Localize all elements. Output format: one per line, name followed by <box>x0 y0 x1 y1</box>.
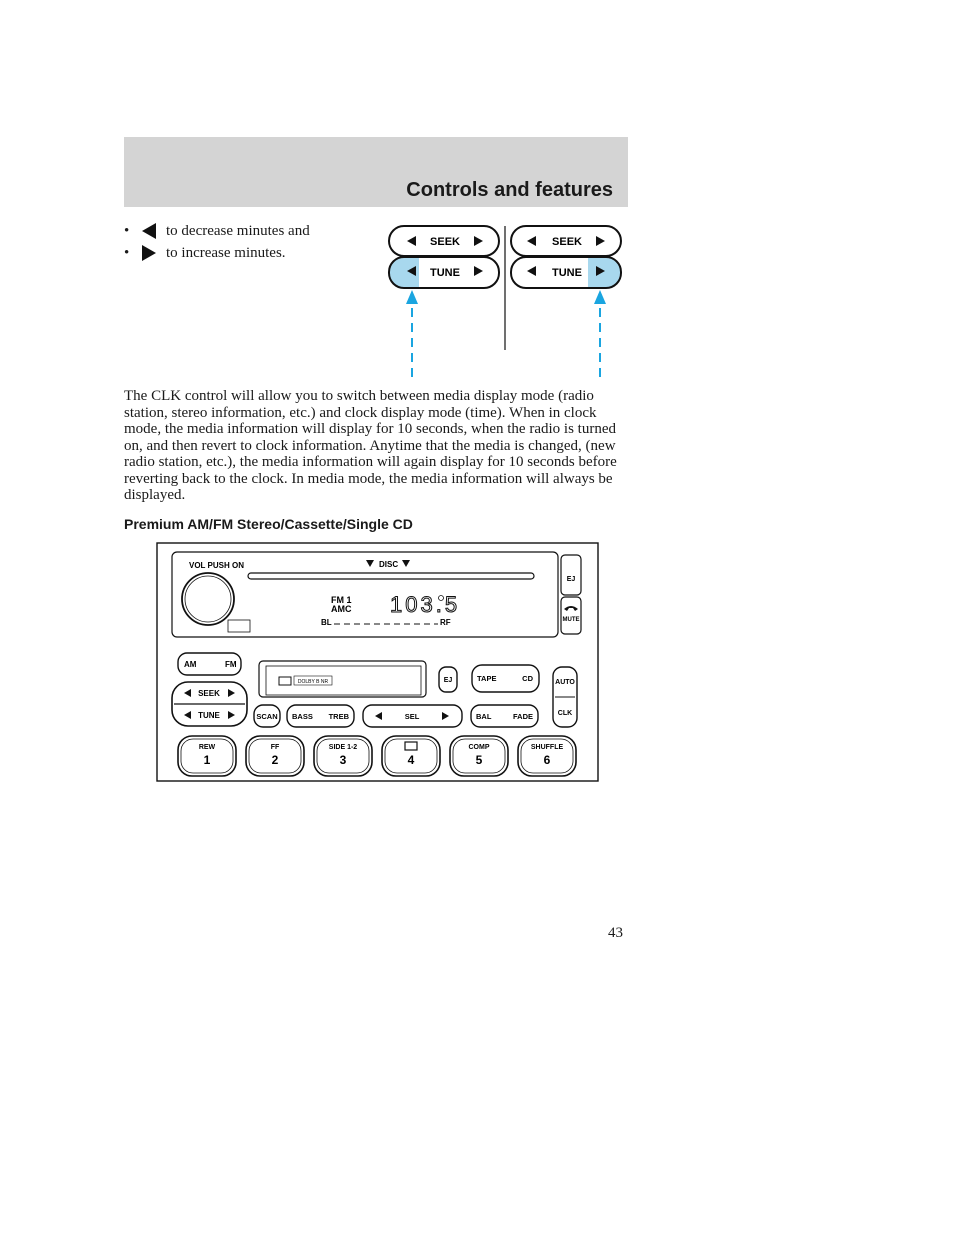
preset-label: FF <box>270 744 280 751</box>
preset-button-2[interactable] <box>246 736 304 776</box>
preset-label: SIDE 1-2 <box>328 744 358 751</box>
bullet-item <box>124 242 310 264</box>
fm-label: FM <box>225 660 237 669</box>
preset-label: SHUFFLE <box>530 744 564 751</box>
vol-label: VOL PUSH ON <box>189 561 244 570</box>
bullet-text: to increase minutes. <box>166 245 286 261</box>
section-heading: Premium AM/FM Stereo/Cassette/Single CD <box>124 516 413 532</box>
amc-text: AMC <box>331 604 352 614</box>
seek-tune-control-right <box>511 226 621 288</box>
arrowhead-icon <box>406 290 418 304</box>
am-label: AM <box>184 660 197 669</box>
page-number: 43 <box>608 925 623 941</box>
preset-number: 3 <box>339 753 347 767</box>
tape-label: TAPE <box>477 674 497 683</box>
scan-label: SCAN <box>256 712 278 721</box>
cd-label: CD <box>522 674 533 683</box>
preset-button-5[interactable] <box>450 736 508 776</box>
tune-label: TUNE <box>430 267 460 279</box>
seek-label: SEEK <box>552 236 582 248</box>
preset-number: 4 <box>407 753 415 767</box>
preset-label: COMP <box>468 744 490 751</box>
right-arrow-icon <box>142 245 156 261</box>
treb-label: TREB <box>328 712 349 721</box>
eject-cd-button[interactable] <box>561 555 581 595</box>
disc-label: DISC <box>379 560 399 569</box>
rf-label: RF <box>440 618 451 627</box>
seek-label: SEEK <box>198 689 220 698</box>
cassette-door[interactable] <box>259 661 426 697</box>
bullet-dot: • <box>124 223 130 239</box>
left-arrow-icon <box>142 223 156 239</box>
volume-knob[interactable] <box>182 573 234 625</box>
bl-label: BL <box>321 618 332 627</box>
preset-number: 6 <box>543 753 551 767</box>
preset-number: 1 <box>203 753 211 767</box>
mute-label: MUTE <box>562 617 580 623</box>
page-title: Controls and features <box>406 179 613 201</box>
fade-label: FADE <box>512 712 533 721</box>
header-band <box>124 137 628 207</box>
preset-button-3[interactable] <box>314 736 372 776</box>
band-text: FM 1 <box>331 595 352 605</box>
sel-label: SEL <box>404 712 420 721</box>
mute-button[interactable] <box>561 597 581 634</box>
ej-label: EJ <box>566 576 576 583</box>
frequency-display: 103.5 <box>390 592 461 617</box>
bass-label: BASS <box>292 712 313 721</box>
cd-slot[interactable] <box>248 573 534 579</box>
clk-label: CLK <box>557 710 573 717</box>
tune-right-arrow-icon <box>474 266 483 276</box>
bullet-dot: • <box>124 245 130 261</box>
radio-faceplate <box>156 542 599 783</box>
bal-label: BAL <box>476 712 492 721</box>
seek-label: SEEK <box>430 236 460 248</box>
dolby-label: DOLBY B NR <box>297 679 329 685</box>
arrowhead-icon <box>594 290 606 304</box>
preset-label: REW <box>198 744 216 751</box>
body-paragraph: The CLK control will allow you to switch between media display mode (radio station, stereo information, etc.) and clock display mode (time). When in clock mode, the media information will display for 10 seconds, when the radio is turned on, and then revert to clock information. Anytime that the media is changed, (new radio station, etc.), the media information will again display for 10 seconds before reverting back to the clock. In media mode, the media information will always be displayed. <box>124 388 617 503</box>
tune-left-arrow-icon <box>527 266 536 276</box>
pointer-arrow-left <box>406 290 418 380</box>
preset-button-1[interactable] <box>178 736 236 776</box>
auto-label: AUTO <box>555 679 575 686</box>
preset-number: 2 <box>271 753 279 767</box>
bullet-item <box>124 220 310 242</box>
seek-tune-control-left <box>389 226 499 288</box>
preset-number: 5 <box>475 753 483 767</box>
tune-label: TUNE <box>198 711 220 720</box>
preset-button-4[interactable] <box>382 736 440 776</box>
bullet-text: to decrease minutes and <box>166 223 310 239</box>
tune-label: TUNE <box>552 267 582 279</box>
bullet-list <box>124 220 310 264</box>
preset-button-6[interactable] <box>518 736 576 776</box>
tape-ej-label: EJ <box>443 677 453 684</box>
seek-tune-diagram <box>385 222 630 382</box>
pointer-arrow-right <box>594 290 606 380</box>
